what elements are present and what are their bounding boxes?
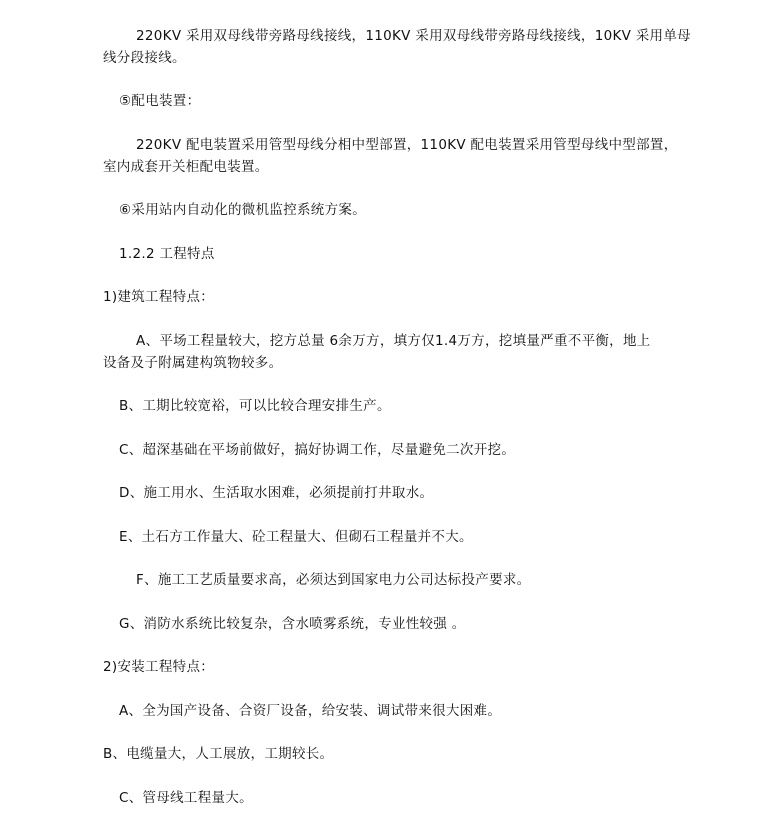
list-item: B、电缆量大，人工展放，工期较长。 bbox=[103, 746, 334, 762]
list-item: A、全为国产设备、合资厂设备，给安装、调试带来很大困难。 bbox=[119, 703, 502, 719]
list-item: F、施工工艺质量要求高，必须达到国家电力公司达标投产要求。 bbox=[136, 572, 531, 588]
paragraph-line: 220KV 采用双母线带旁路母线接线，110KV 采用双母线带旁路母线接线，10KV 采用单母 bbox=[136, 28, 691, 44]
paragraph-line: 220KV 配电装置采用管型母线分相中型部置，110KV 配电装置采用管型母线中型部置， bbox=[136, 137, 678, 153]
list-item: C、管母线工程量大。 bbox=[119, 790, 253, 806]
section-heading: 1.2.2 工程特点 bbox=[119, 246, 215, 262]
paragraph-line: 线分段接线。 bbox=[103, 50, 186, 66]
list-item: E、土石方工作量大、砼工程量大、但砌石工程量并不大。 bbox=[119, 529, 473, 545]
list-item: A、平场工程量较大，挖方总量 6余万方，填方仅1.4万方，挖填量严重不平衡，地上 bbox=[136, 333, 651, 349]
list-item: D、施工用水、生活取水困难，必须提前打井取水。 bbox=[119, 485, 434, 501]
paragraph-line: 室内成套开关柜配电装置。 bbox=[103, 159, 269, 175]
paragraph-line: ⑥采用站内自动化的微机监控系统方案。 bbox=[119, 202, 367, 218]
item-heading: ⑤配电装置： bbox=[119, 93, 201, 109]
list-item: C、超深基础在平场前做好，搞好协调工作，尽量避免二次开挖。 bbox=[119, 442, 516, 458]
subsection-heading: 1)建筑工程特点： bbox=[103, 289, 215, 305]
list-item-continuation: 设备及子附属建构筑物较多。 bbox=[103, 355, 283, 371]
list-item: B、工期比较宽裕，可以比较合理安排生产。 bbox=[119, 398, 391, 414]
subsection-heading: 2)安装工程特点： bbox=[103, 659, 215, 675]
list-item: G、消防水系统比较复杂，含水喷雾系统，专业性较强 。 bbox=[119, 616, 466, 632]
